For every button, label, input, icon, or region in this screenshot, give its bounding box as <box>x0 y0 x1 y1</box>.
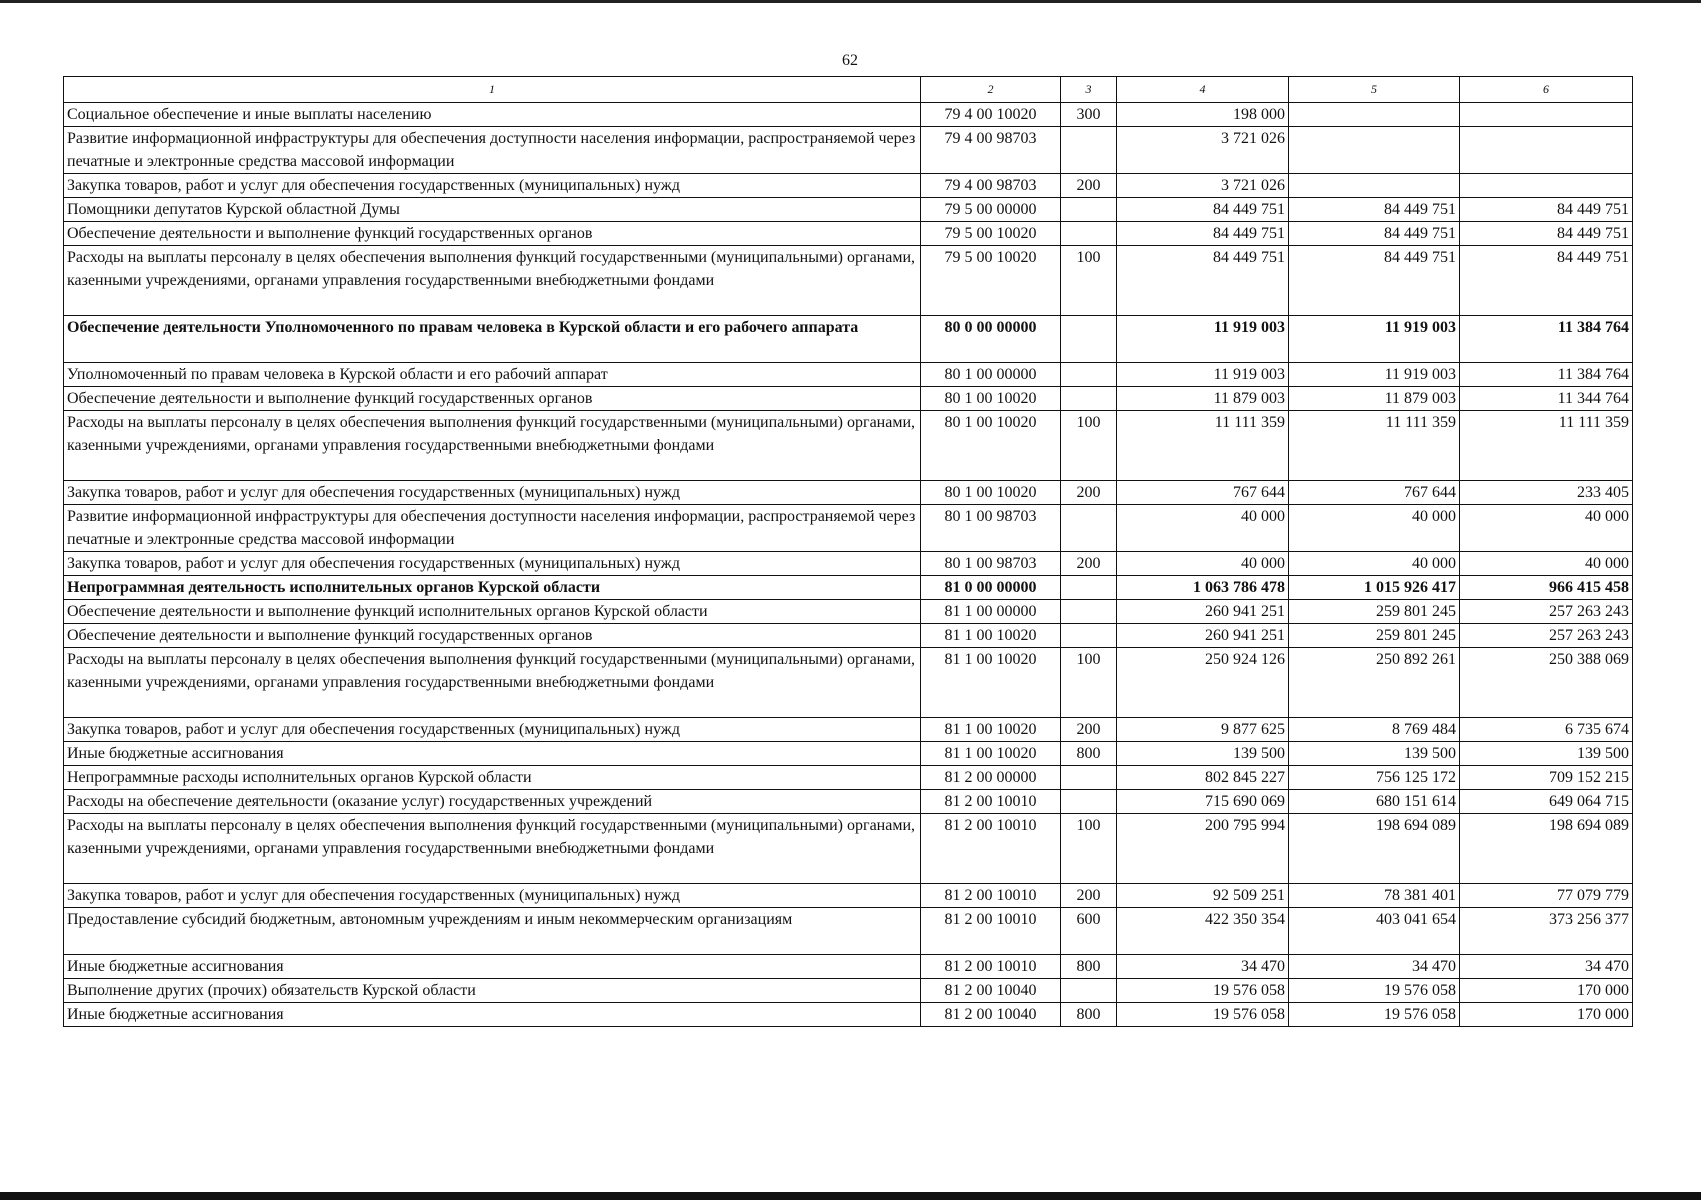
row-value-col6: 40 000 <box>1460 505 1633 552</box>
table-row <box>64 955 1633 979</box>
row-code: 80 1 00 10020 <box>921 387 1061 411</box>
row-expense-type: 800 <box>1061 1003 1117 1027</box>
row-value-col4: 34 470 <box>1117 955 1289 979</box>
table-row <box>64 411 1633 481</box>
row-expense-type <box>1061 624 1117 648</box>
row-expense-type <box>1061 127 1117 174</box>
row-name: Закупка товаров, работ и услуг для обеспечения государственных (муниципальных) нужд <box>64 174 921 198</box>
row-code: 80 1 00 00000 <box>921 363 1061 387</box>
row-value-col4: 19 576 058 <box>1117 979 1289 1003</box>
row-value-col4: 3 721 026 <box>1117 174 1289 198</box>
row-value-col4: 84 449 751 <box>1117 198 1289 222</box>
row-value-col4: 3 721 026 <box>1117 127 1289 174</box>
row-value-col5: 84 449 751 <box>1289 222 1460 246</box>
header-cell-3: 3 <box>1061 77 1117 103</box>
row-expense-type <box>1061 316 1117 363</box>
row-name: Расходы на выплаты персоналу в целях обеспечения выполнения функций государственными (муниципальными) органами, казенными учреждениями, органами управления государственными внебюджетными фондами <box>64 648 921 718</box>
row-value-col5: 11 919 003 <box>1289 363 1460 387</box>
row-code: 81 2 00 10010 <box>921 814 1061 884</box>
row-value-col6: 649 064 715 <box>1460 790 1633 814</box>
row-value-col5: 198 694 089 <box>1289 814 1460 884</box>
row-name: Расходы на обеспечение деятельности (оказание услуг) государственных учреждений <box>64 790 921 814</box>
table-row <box>64 387 1633 411</box>
row-expense-type: 100 <box>1061 648 1117 718</box>
table-row <box>64 742 1633 766</box>
row-value-col6: 11 111 359 <box>1460 411 1633 481</box>
row-code: 81 1 00 10020 <box>921 648 1061 718</box>
row-expense-type: 200 <box>1061 174 1117 198</box>
table-row <box>64 198 1633 222</box>
row-name: Закупка товаров, работ и услуг для обеспечения государственных (муниципальных) нужд <box>64 552 921 576</box>
row-name: Обеспечение деятельности и выполнение функций государственных органов <box>64 387 921 411</box>
row-value-col4: 11 919 003 <box>1117 316 1289 363</box>
row-value-col6: 170 000 <box>1460 979 1633 1003</box>
table-row <box>64 979 1633 1003</box>
row-value-col5: 8 769 484 <box>1289 718 1460 742</box>
row-expense-type: 800 <box>1061 742 1117 766</box>
row-name: Выполнение других (прочих) обязательств Курской области <box>64 979 921 1003</box>
row-code: 80 1 00 98703 <box>921 505 1061 552</box>
row-name: Закупка товаров, работ и услуг для обеспечения государственных (муниципальных) нужд <box>64 481 921 505</box>
row-expense-type <box>1061 505 1117 552</box>
row-value-col5: 1 015 926 417 <box>1289 576 1460 600</box>
row-expense-type: 200 <box>1061 718 1117 742</box>
row-value-col4: 250 924 126 <box>1117 648 1289 718</box>
row-code: 80 1 00 10020 <box>921 411 1061 481</box>
row-code: 79 4 00 98703 <box>921 174 1061 198</box>
row-value-col6 <box>1460 174 1633 198</box>
row-code: 81 0 00 00000 <box>921 576 1061 600</box>
row-value-col6 <box>1460 127 1633 174</box>
row-value-col4: 11 919 003 <box>1117 363 1289 387</box>
row-name: Расходы на выплаты персоналу в целях обеспечения выполнения функций государственными (муниципальными) органами, казенными учреждениями, органами управления государственными внебюджетными фондами <box>64 246 921 316</box>
row-code: 79 5 00 10020 <box>921 246 1061 316</box>
row-value-col4: 139 500 <box>1117 742 1289 766</box>
row-expense-type: 300 <box>1061 103 1117 127</box>
scan-edge-top <box>0 0 1701 3</box>
row-value-col6: 84 449 751 <box>1460 246 1633 316</box>
row-expense-type: 200 <box>1061 481 1117 505</box>
row-expense-type <box>1061 600 1117 624</box>
row-code: 80 1 00 10020 <box>921 481 1061 505</box>
row-value-col5: 11 879 003 <box>1289 387 1460 411</box>
row-expense-type <box>1061 387 1117 411</box>
row-code: 81 1 00 10020 <box>921 718 1061 742</box>
row-value-col6: 40 000 <box>1460 552 1633 576</box>
header-row <box>64 77 1633 103</box>
row-value-col4: 802 845 227 <box>1117 766 1289 790</box>
table-row-section <box>64 316 1633 363</box>
row-code: 79 4 00 98703 <box>921 127 1061 174</box>
row-value-col4: 92 509 251 <box>1117 884 1289 908</box>
row-name: Социальное обеспечение и иные выплаты населению <box>64 103 921 127</box>
row-value-col4: 11 111 359 <box>1117 411 1289 481</box>
row-code: 79 4 00 10020 <box>921 103 1061 127</box>
row-value-col4: 84 449 751 <box>1117 222 1289 246</box>
row-value-col5: 84 449 751 <box>1289 246 1460 316</box>
row-value-col5: 403 041 654 <box>1289 908 1460 955</box>
row-expense-type: 100 <box>1061 246 1117 316</box>
scan-edge-bottom <box>0 1192 1701 1200</box>
row-value-col5: 680 151 614 <box>1289 790 1460 814</box>
row-expense-type: 100 <box>1061 411 1117 481</box>
row-name: Закупка товаров, работ и услуг для обеспечения государственных (муниципальных) нужд <box>64 884 921 908</box>
row-value-col4: 1 063 786 478 <box>1117 576 1289 600</box>
table-row <box>64 174 1633 198</box>
page-number: 62 <box>842 52 858 69</box>
row-value-col5: 767 644 <box>1289 481 1460 505</box>
row-value-col6: 250 388 069 <box>1460 648 1633 718</box>
row-value-col6: 84 449 751 <box>1460 222 1633 246</box>
row-name: Развитие информационной инфраструктуры для обеспечения доступности населения информации, распространяемой через печатные и электронные средства массовой информации <box>64 505 921 552</box>
row-value-col5: 259 801 245 <box>1289 600 1460 624</box>
row-value-col5 <box>1289 127 1460 174</box>
row-value-col6: 34 470 <box>1460 955 1633 979</box>
row-expense-type: 800 <box>1061 955 1117 979</box>
row-value-col6: 373 256 377 <box>1460 908 1633 955</box>
header-cell-1: 1 <box>64 77 921 103</box>
row-name: Обеспечение деятельности и выполнение функций исполнительных органов Курской области <box>64 600 921 624</box>
table-row <box>64 363 1633 387</box>
table-row <box>64 481 1633 505</box>
row-value-col6: 11 384 764 <box>1460 316 1633 363</box>
row-value-col4: 200 795 994 <box>1117 814 1289 884</box>
row-name: Иные бюджетные ассигнования <box>64 742 921 766</box>
row-expense-type: 200 <box>1061 884 1117 908</box>
row-value-col6: 6 735 674 <box>1460 718 1633 742</box>
row-value-col6: 84 449 751 <box>1460 198 1633 222</box>
row-code: 81 2 00 10040 <box>921 979 1061 1003</box>
row-value-col4: 84 449 751 <box>1117 246 1289 316</box>
row-value-col5: 34 470 <box>1289 955 1460 979</box>
row-name: Помощники депутатов Курской областной Думы <box>64 198 921 222</box>
row-value-col5: 139 500 <box>1289 742 1460 766</box>
row-expense-type <box>1061 363 1117 387</box>
row-value-col6: 233 405 <box>1460 481 1633 505</box>
row-expense-type <box>1061 979 1117 1003</box>
row-name: Обеспечение деятельности и выполнение функций государственных органов <box>64 222 921 246</box>
table-row <box>64 505 1633 552</box>
row-code: 79 5 00 00000 <box>921 198 1061 222</box>
row-value-col6: 198 694 089 <box>1460 814 1633 884</box>
table-row <box>64 1003 1633 1027</box>
row-name: Предоставление субсидий бюджетным, автономным учреждениям и иным некоммерческим организациям <box>64 908 921 955</box>
table-row <box>64 222 1633 246</box>
row-value-col6: 11 344 764 <box>1460 387 1633 411</box>
table-row <box>64 246 1633 316</box>
row-name: Непрограммная деятельность исполнительных органов Курской области <box>64 576 921 600</box>
row-value-col6 <box>1460 103 1633 127</box>
table-row <box>64 127 1633 174</box>
row-value-col4: 198 000 <box>1117 103 1289 127</box>
table-row <box>64 790 1633 814</box>
row-expense-type <box>1061 576 1117 600</box>
table-row <box>64 766 1633 790</box>
row-value-col5: 11 919 003 <box>1289 316 1460 363</box>
row-code: 81 2 00 10010 <box>921 955 1061 979</box>
row-value-col4: 715 690 069 <box>1117 790 1289 814</box>
row-expense-type: 600 <box>1061 908 1117 955</box>
row-value-col5: 19 576 058 <box>1289 1003 1460 1027</box>
row-code: 80 1 00 98703 <box>921 552 1061 576</box>
row-code: 81 1 00 10020 <box>921 624 1061 648</box>
row-code: 80 0 00 00000 <box>921 316 1061 363</box>
row-value-col5: 40 000 <box>1289 552 1460 576</box>
row-value-col4: 9 877 625 <box>1117 718 1289 742</box>
budget-table <box>63 76 1633 1027</box>
row-value-col5: 19 576 058 <box>1289 979 1460 1003</box>
table-row-section <box>64 576 1633 600</box>
row-value-col6: 11 384 764 <box>1460 363 1633 387</box>
row-code: 81 1 00 00000 <box>921 600 1061 624</box>
row-code: 81 2 00 00000 <box>921 766 1061 790</box>
row-value-col5: 84 449 751 <box>1289 198 1460 222</box>
table-row <box>64 600 1633 624</box>
row-expense-type <box>1061 790 1117 814</box>
row-value-col4: 40 000 <box>1117 505 1289 552</box>
row-expense-type <box>1061 198 1117 222</box>
row-code: 81 2 00 10010 <box>921 790 1061 814</box>
row-value-col4: 40 000 <box>1117 552 1289 576</box>
row-name: Иные бюджетные ассигнования <box>64 955 921 979</box>
table-row <box>64 884 1633 908</box>
row-value-col5: 756 125 172 <box>1289 766 1460 790</box>
table-row <box>64 908 1633 955</box>
table-row <box>64 624 1633 648</box>
row-name: Иные бюджетные ассигнования <box>64 1003 921 1027</box>
row-name: Уполномоченный по правам человека в Курской области и его рабочий аппарат <box>64 363 921 387</box>
row-name: Расходы на выплаты персоналу в целях обеспечения выполнения функций государственными (муниципальными) органами, казенными учреждениями, органами управления государственными внебюджетными фондами <box>64 411 921 481</box>
row-value-col5: 11 111 359 <box>1289 411 1460 481</box>
table-row <box>64 648 1633 718</box>
row-name: Обеспечение деятельности и выполнение функций государственных органов <box>64 624 921 648</box>
row-value-col4: 767 644 <box>1117 481 1289 505</box>
row-code: 81 2 00 10010 <box>921 908 1061 955</box>
row-value-col4: 19 576 058 <box>1117 1003 1289 1027</box>
row-code: 81 2 00 10010 <box>921 884 1061 908</box>
row-value-col6: 709 152 215 <box>1460 766 1633 790</box>
row-value-col6: 257 263 243 <box>1460 600 1633 624</box>
row-name: Обеспечение деятельности Уполномоченного по правам человека в Курской области и его рабочего аппарата <box>64 316 921 363</box>
row-expense-type <box>1061 766 1117 790</box>
table-row <box>64 552 1633 576</box>
header-cell-6: 6 <box>1460 77 1633 103</box>
table-body <box>64 77 1633 1027</box>
row-name: Закупка товаров, работ и услуг для обеспечения государственных (муниципальных) нужд <box>64 718 921 742</box>
row-name: Непрограммные расходы исполнительных органов Курской области <box>64 766 921 790</box>
row-value-col6: 139 500 <box>1460 742 1633 766</box>
row-expense-type: 200 <box>1061 552 1117 576</box>
row-value-col4: 260 941 251 <box>1117 600 1289 624</box>
row-expense-type <box>1061 222 1117 246</box>
row-code: 81 1 00 10020 <box>921 742 1061 766</box>
row-expense-type: 100 <box>1061 814 1117 884</box>
table-row <box>64 718 1633 742</box>
row-value-col4: 260 941 251 <box>1117 624 1289 648</box>
header-cell-2: 2 <box>921 77 1061 103</box>
table-row <box>64 103 1633 127</box>
row-value-col6: 170 000 <box>1460 1003 1633 1027</box>
row-value-col5 <box>1289 174 1460 198</box>
row-value-col4: 422 350 354 <box>1117 908 1289 955</box>
row-value-col6: 77 079 779 <box>1460 884 1633 908</box>
row-value-col5: 259 801 245 <box>1289 624 1460 648</box>
row-name: Развитие информационной инфраструктуры для обеспечения доступности населения информации, распространяемой через печатные и электронные средства массовой информации <box>64 127 921 174</box>
row-value-col6: 257 263 243 <box>1460 624 1633 648</box>
table-row <box>64 814 1633 884</box>
row-value-col4: 11 879 003 <box>1117 387 1289 411</box>
row-code: 79 5 00 10020 <box>921 222 1061 246</box>
header-cell-4: 4 <box>1117 77 1289 103</box>
row-code: 81 2 00 10040 <box>921 1003 1061 1027</box>
row-name: Расходы на выплаты персоналу в целях обеспечения выполнения функций государственными (муниципальными) органами, казенными учреждениями, органами управления государственными внебюджетными фондами <box>64 814 921 884</box>
row-value-col5: 78 381 401 <box>1289 884 1460 908</box>
row-value-col5 <box>1289 103 1460 127</box>
row-value-col5: 250 892 261 <box>1289 648 1460 718</box>
header-cell-5: 5 <box>1289 77 1460 103</box>
row-value-col5: 40 000 <box>1289 505 1460 552</box>
row-value-col6: 966 415 458 <box>1460 576 1633 600</box>
